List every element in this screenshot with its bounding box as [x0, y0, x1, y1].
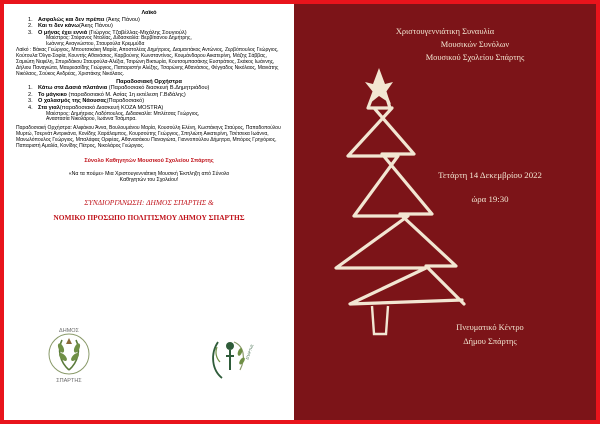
maestro-orchestra-cont: Αναστασία Νικολάρου, Ιωάννα Τσάμπρα.	[46, 116, 137, 123]
song-credit: (Παραδοσιακό)	[106, 98, 145, 105]
song-number: 1.	[28, 16, 33, 23]
venue-line-2: Δήμου Σπάρτης	[463, 337, 517, 346]
concert-title-2: Μουσικών Συνόλων	[440, 40, 510, 49]
song-title: Ασφαλώς και δεν πρέπει	[38, 16, 105, 23]
svg-text:ΣΠΑΡΤΗΣ: ΣΠΑΡΤΗΣ	[245, 343, 255, 361]
program-content	[4, 10, 294, 222]
maestro-orchestra: Μαέστρος: Δημήτριος Λαδόπουλος, Διδασκαλία: Μπλέτσας Γεώργιος,	[46, 110, 200, 117]
teachers-line-2: Καθηγητών του Σχολείου!	[119, 176, 179, 183]
song-number: 2.	[28, 91, 33, 98]
poster-panel	[294, 4, 596, 420]
song-title: Κάτω στα Δασιά πλατάνια	[38, 85, 108, 92]
song-credit: (παραδοσιακό Διασκευή KOZA MOSTRA)	[59, 104, 164, 111]
program-panel	[4, 4, 294, 420]
laiko-members-text: Λαϊκό : Βάκας Γεώργιος, Μπουτσικάκη Μαρία, Αποστολέας Δημήτριος, Διαμαντάκος Αντώνιος, Ζερβόπουλος Γεώργιος, Κούτουλα Όλγα-Σοφία, Κουντής Αθανάσιος, Καρβούνης Κωνσταντίνος, Κουμάνδαρου Αικατερίνη, Μάζης Σάββας, Σαμιώτη Νεφέλη, Σπυριδάκου Σταυρούλα-Αλέξια, Τσιρώνη Βικτωρία, Κουτσομπασάκης Ευστράτιος, Σκάκος Ιωάννης, Δήλιου Παναγιώτα, Μαυρεασίδης Γεώργιος, Παπαριστήν Αλέξης, Τσαρώνης Αθανάσιος, Φέγγαδος Νικόλαος, Μανιάτης Νικόλαος, Σούκος Ανδρέας, Χριστάκης Νικόλαος.	[16, 47, 279, 77]
song-credit: (παραδοσιακό Μ. Ασίας 1η εκτέλεση Γ.Βιδάλης)	[66, 91, 186, 98]
orchestra-members: Παραδοσιακή Ορχήστρα: Αλιφάκου Άννα, Βουλουμάνου Μαρία, Κουσούλη Ελένη, Κωστάκηνς Σταύρος, Παπαδοπούλου Μυρτώ, Τσερνάτ Αντρικάνα, Κονίδης Χαράλαμπος, Κουρσούτης Γεώργιος, Σπηλιώτη Αικατερίνη, Τσέτσεκα Ιωάννα, Μανωλόπουλος Γεώργιος, Μπαλάφας Ορφέας, Αθανασάκου Παναγιώτα, Γιαννοπούλου Δήμητρα, Μπόρος Γρηγόριος, Παπαριστή Αμαλία, Κονίδης Πέτρος, Νικολάρος Γεώργιος.	[16, 125, 281, 150]
song-credit: (Παραδοσιακό διασκευή Β.Δημητριάδου)	[107, 85, 210, 92]
song-title: Στα γιαλ	[38, 104, 60, 111]
concert-title-3: Μουσικού Σχολείου Σπάρτης	[425, 53, 525, 62]
song-number: 2.	[28, 23, 33, 30]
section-heading-orchestra: Παραδοσιακή Ορχήστρα	[116, 78, 182, 85]
song-item	[4, 98, 294, 105]
orchestra-song-list	[4, 85, 294, 111]
concert-time: ώρα 19:30	[471, 194, 509, 204]
song-credit: (Γιώργος Τζαβέλλας-Μιχάλης Σουγιούλ)	[87, 29, 187, 36]
song-number: 4.	[28, 104, 33, 111]
song-credit: (Άκης Πάνου)	[78, 23, 113, 30]
song-title: Το μάγκικο	[38, 91, 67, 98]
teachers-ensemble-heading: Σύνολο Καθηγητών Μουσικού Σχολείου Σπάρτης	[84, 157, 214, 164]
laiko-members	[4, 48, 294, 77]
song-item	[4, 23, 294, 30]
teachers-line-1: «Να τα πούμε» Μια Χριστουγεννιάτικη Μουσική Έκπληξη από Σύνολο	[68, 170, 230, 177]
maestro-laiko: Μαέστρος: Στέφανος Νταλίας, Διδασκαλία: Βερβίτιανου Δημήτρης,	[46, 35, 192, 42]
section-heading-laiko: Λαϊκό	[141, 10, 157, 16]
svg-text:ΣΠΑΡΤΗΣ: ΣΠΑΡΤΗΣ	[56, 378, 82, 384]
culture-entity-logo	[200, 332, 260, 382]
coorganization-line-2: ΝΟΜΙΚΟ ΠΡΟΣΩΠΟ ΠΟΛΙΤΙΣΜΟΥ ΔΗΜΟΥ ΣΠΑΡΤΗΣ	[53, 212, 245, 222]
song-number: 3.	[28, 98, 33, 105]
song-item	[4, 85, 294, 92]
concert-title-1: Χριστουγεννιάτικη Συναυλία	[395, 27, 495, 36]
maestro-laiko-cont: Ιωάννης Αναγνώστου, Σταυρούλα Κρεμμύδα	[46, 41, 145, 48]
laiko-song-list	[4, 17, 294, 37]
song-number: 3.	[28, 29, 33, 36]
song-number: 1.	[28, 85, 33, 92]
concert-date: Τετάρτη 14 Δεκεμβρίου 2022	[438, 170, 542, 180]
municipality-sparta-logo	[40, 326, 98, 386]
song-title: Ο χαλασμός της Νάουσας	[38, 98, 107, 105]
song-credit: (Άκης Πάνου)	[104, 16, 140, 23]
song-title: Ο μήνας έχει εννιά	[38, 29, 88, 36]
song-title: Και τι δεν κάνω	[38, 23, 79, 30]
svg-text:ΔΗΜΟΣ: ΔΗΜΟΣ	[59, 328, 79, 334]
venue-line-1: Πνευματικό Κέντρο	[456, 323, 524, 332]
christmas-tree-drawing	[294, 4, 596, 420]
coorganization-line-1: ΣΥΝΔΙΟΡΓΑΝΩΣΗ: ΔΗΜΟΣ ΣΠΑΡΤΗΣ &	[84, 197, 214, 207]
